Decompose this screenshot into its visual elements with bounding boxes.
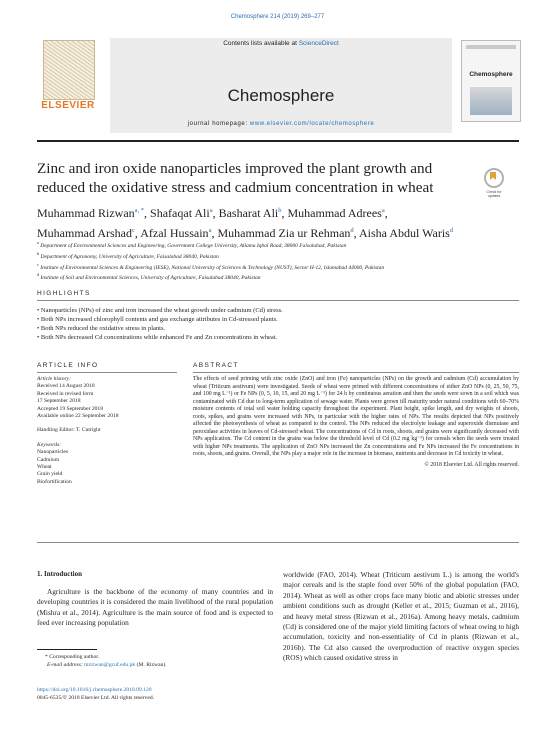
author[interactable]: Afzal Hussain$^a$ — [140, 226, 212, 240]
abstract-body — [193, 376, 519, 470]
bookmark-icon — [488, 171, 498, 181]
author[interactable]: Muhammad Adrees$^a$ — [287, 206, 385, 220]
sciencedirect-link[interactable]: ScienceDirect — [298, 40, 339, 47]
affiliation: $^a$ Department of Environmental Sciences and Engineering, Government College University, Allama Iqbal Road, 38000 Faisalabad, Pakistan — [37, 240, 347, 249]
abstract-text: The effects of seed priming with zinc oxide (ZnO) and iron (Fe) nanoparticles (NPs) on the growth and cadmium (Cd) accumulation by wheat (Triticum aestivum) were investigated. Seeds of wheat were primed with different concentrations of either ZnO NPs (0, 25, 50, 75, and 100 mg L⁻¹) or Fe NPs (0, 5, 10, 15, and 20 mg L⁻¹) for 24 h by continuous aeration and then the seeds were sown in a soil which was contaminated with Cd due to long-term application of sewage water. Plants were grown till maturity under natural conditions with 60–70% moisture contents of total soil water holding capacity throughout the experiment. Plant height, spike length, and dry weights of shoots, roots, spikes, and grains were increased with NPs, in particular with the higher rates of NPs. The results depicted that NPs positively affected the photosynthesis of wheat as compared to the control. The NPs reduced the electrolyte leakage and superoxide dismutase and peroxidase activities in leaves of Cd-stressed wheat. The concentrations of Cd in roots, shoots, and grains were significantly decreased with NPs application. The Cd content in the grains was below the threshold level of Cd (0.2 mg kg⁻¹) for cereals when the seeds were treated with higher NPs treatments. The application of ZnO NPs increased the Zn concentrations and Fe NPs increased the Fe concentrations in roots, shoots, and grains. Overall, the NPs play a major role in the increase in biomass, nutrients and decrease in Cd toxicity in wheat. — [193, 376, 519, 458]
keyword: Grain yield — [37, 471, 63, 478]
history-entry: Received in revised form — [37, 390, 94, 397]
update-badge-label: Check for updates — [486, 190, 502, 198]
cover-image — [470, 87, 512, 115]
affiliation: $^d$ Institute of Soil and Environmental Sciences, University of Agriculture, Faisalabad 38040, Pakistan — [37, 272, 261, 282]
intro-right-column: worldwide (FAO, 2014). Wheat (Triticum aestivum L.) is among the world's major cereals and is the staple food over 50% of the global population (FAO, 2014). Wheat as well as other crops face many biotic and abiotic stresses under ambient conditions such as drought (Keller et al., 2015; Guzman et al., 2016), and heavy metal stress (Rizwan et al., 2016a). Among heavy metals, cadmium (Cd) is considered one of the major yield limiting factors of wheat owing to high accumulation, toxicity and non-essentiality of Cd in plants (Rizwan et al., 2016b). The Cd also caused the overproduction of reactive oxygen species (ROS) which caused oxidative stress in — [283, 570, 519, 663]
abstract-end-divider — [37, 542, 519, 543]
highlights-heading: HIGHLIGHTS — [37, 290, 91, 297]
cover-strip — [466, 45, 516, 49]
author[interactable]: Muhammad Zia ur Rehman$^d$ — [217, 226, 354, 240]
keyword: Wheat — [37, 464, 52, 471]
keywords-label: Keywords: — [37, 441, 62, 448]
tree-logo-icon — [43, 40, 95, 100]
doi-link[interactable]: https://doi.org/10.1016/j.chemosphere.2018.09.120 — [37, 687, 152, 693]
header-divider — [37, 140, 519, 142]
homepage-prefix: journal homepage: — [187, 121, 250, 127]
affiliation: $^b$ Department of Agronomy, University of Agriculture, Faisalabad 38040, Pakistan — [37, 250, 219, 260]
journal-title: Chemosphere — [227, 86, 335, 105]
highlight-item: • Both NPs increased chlorophyll contents and gas exchange attributes in Cd-stressed plants. — [37, 315, 519, 324]
corresponding-author-footnote: * Corresponding author. E-mail address: mrizwan@gcuf.edu.pk (M. Rizwan). — [45, 654, 167, 668]
doi-block — [37, 686, 273, 702]
highlight-item: • Nanoparticles (NPs) of zinc and iron increased the wheat growth under cadmium (Cd) stress. — [37, 306, 519, 315]
highlight-item: • Both NPs decreased Cd concentrations while enhanced Fe and Zn concentrations in wheat. — [37, 333, 519, 342]
keyword: Nanoparticles — [37, 449, 69, 456]
history-entry: Available online 22 September 2018 — [37, 413, 119, 420]
history-entry: Received 14 August 2018 — [37, 383, 95, 390]
article-info-divider — [37, 372, 177, 373]
highlights-list — [37, 306, 519, 342]
abstract-divider — [193, 372, 519, 373]
article-title: Zinc and iron oxide nanoparticles improved the plant growth and reduced the oxidative stress and cadmium concentration in wheat — [37, 160, 434, 196]
highlight-item: • Both NPs reduced the oxidative stress in plants. — [37, 324, 519, 333]
homepage-link[interactable]: www.elsevier.com/locate/chemosphere — [249, 121, 375, 127]
rights-statement: 0045-6535/© 2018 Elsevier Ltd. All rights reserved. — [37, 695, 155, 701]
keyword: Biofortification — [37, 478, 72, 485]
author-list: Muhammad Rizwan$^{a, *}$, Shafaqat Ali$^a$, Basharat Ali$^b$, Muhammad Adrees$^a$, Muhammad Arshad$^c$, Afzal Hussain$^a$, Muhammad Zia ur Rehman$^d$, Aisha Abdul Waris$^d$ — [37, 206, 454, 240]
history-entry: Accepted 19 September 2018 — [37, 405, 104, 412]
author[interactable]: Muhammad Arshad$^c$ — [37, 226, 135, 240]
publisher-wordmark: ELSEVIER — [41, 100, 95, 111]
introduction-heading: 1. Introduction — [37, 570, 82, 578]
article-info-heading: ARTICLE INFO — [37, 362, 99, 369]
article-info-panel — [37, 376, 157, 486]
email-link[interactable]: mrizwan@gcuf.edu.pk — [84, 662, 136, 668]
abstract-heading: ABSTRACT — [193, 362, 239, 369]
author[interactable]: Basharat Ali$^b$ — [218, 206, 282, 220]
intro-left-column: Agriculture is the backbone of the economy of many countries and in developing countries it is considered the main livelihood of the rural population (Mishra et al., 2014). Agriculture is the main source of food and is expected to feed ever increasing population — [37, 587, 273, 628]
history-entry: 17 September 2018 — [37, 398, 81, 405]
keyword: Cadmium — [37, 456, 60, 463]
footnote-divider — [37, 649, 97, 650]
handling-editor: Handling Editor: T. Cutright — [37, 427, 101, 434]
contents-prefix: Contents lists available at — [223, 40, 299, 47]
cover-title: Chemosphere — [469, 71, 513, 78]
affiliations — [37, 239, 519, 282]
author[interactable]: Aisha Abdul Waris$^d$ — [359, 226, 454, 240]
highlights-divider — [37, 300, 519, 301]
abstract-copyright: © 2018 Elsevier Ltd. All rights reserved. — [424, 462, 519, 469]
author[interactable]: Shafaqat Ali$^a$ — [150, 206, 213, 220]
journal-homepage — [110, 121, 452, 127]
author[interactable]: Muhammad Rizwan$^{a, *}$ — [37, 206, 145, 220]
elsevier-logo[interactable] — [37, 40, 99, 120]
journal-cover-thumbnail[interactable] — [461, 40, 521, 122]
contents-line — [110, 40, 452, 47]
history-label: Article history: — [37, 376, 72, 382]
check-for-updates-badge[interactable] — [480, 168, 508, 198]
affiliation: $^c$ Institute of Environmental Sciences & Engineering (IESE), National University of Sciences & Technology (NUST), Sector H-12, Islamabad 44000, Pakistan — [37, 261, 385, 271]
journal-citation[interactable]: Chemosphere 214 (2019) 269–277 — [230, 14, 325, 20]
